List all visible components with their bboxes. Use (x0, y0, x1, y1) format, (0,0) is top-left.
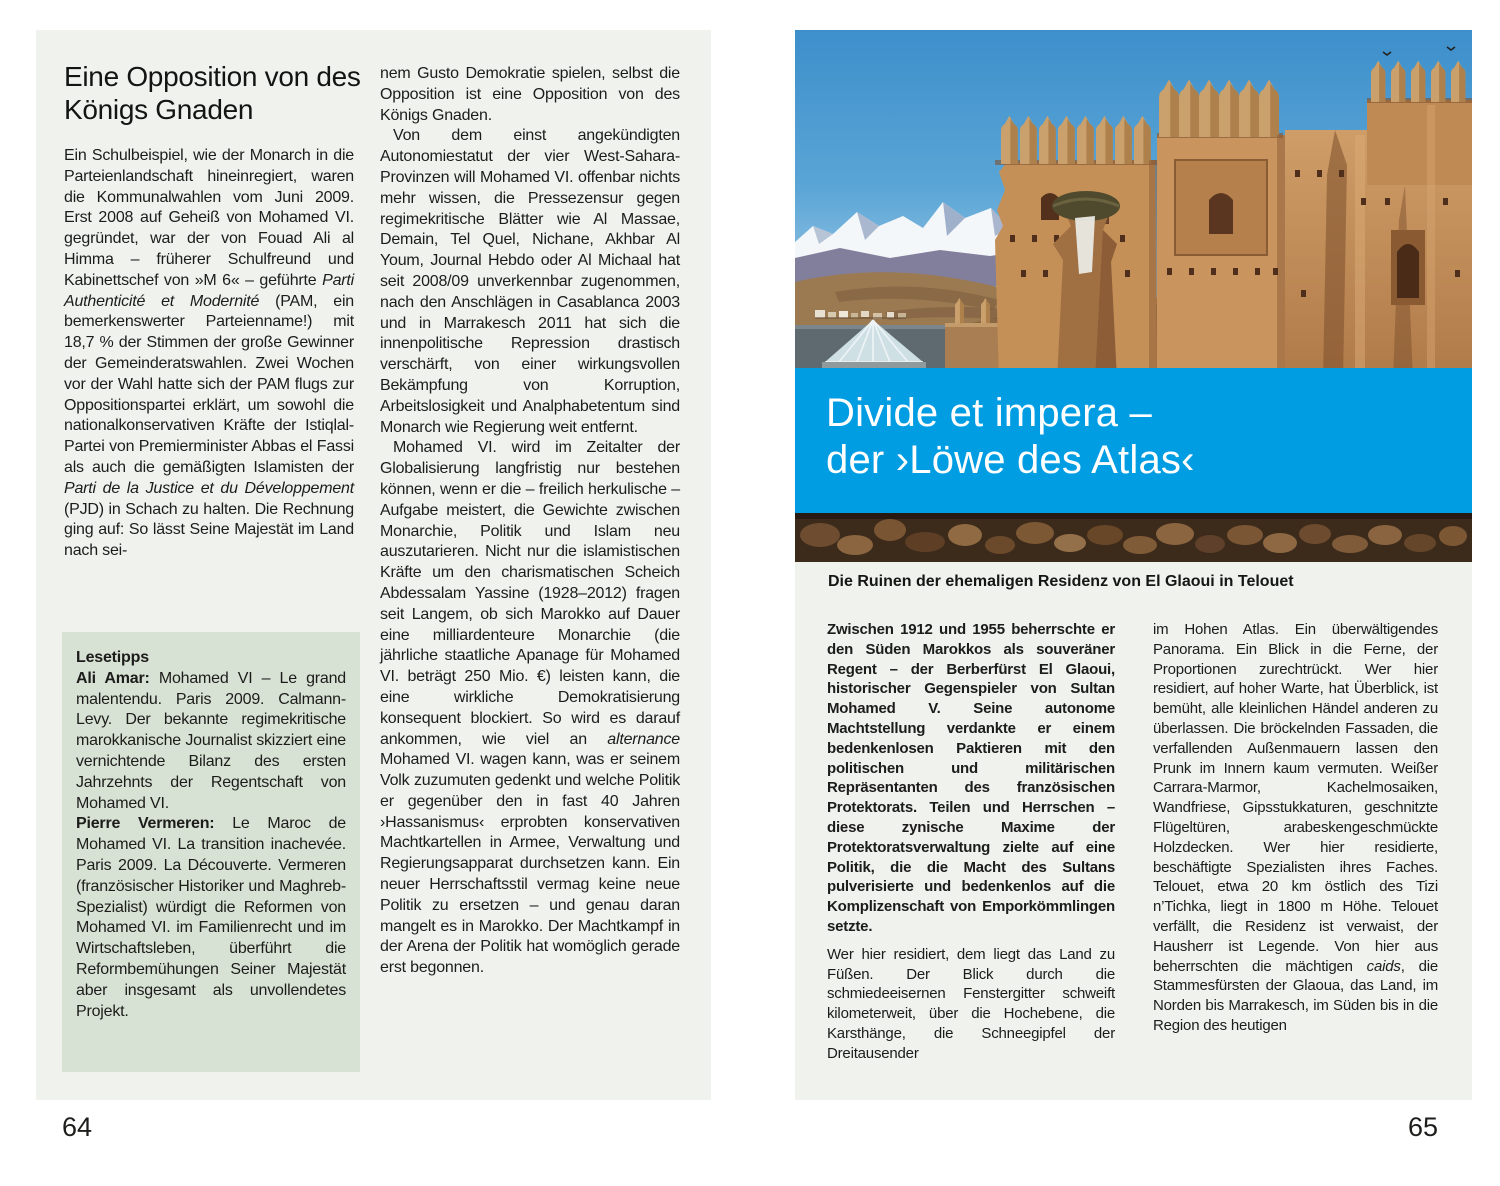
body-paragraph: Ein Schulbeispiel, wie der Monarch in die Parteienlandschaft hineinregiert, waren die Kommunalwahlen vom Juni 2009. Erst 2008 auf Geheiß von Mohamed VI. gegründet, war der von Fouad Ali al Himma – früherer Schulfreund und Kabinettschef von »M 6« – geführte Parti Authenticité et Modernité (PAM, ein bemerkenswerter Parteienname!) mit 18,7 % der Stimmen der große Gewinner der Gemeinderatswahlen. Zwei Wochen vor der Wahl hatte sich der PAM flugs zur Oppositionspartei erklärt, um sowohl die nationalkonservativen Kräfte der Istiqlal-Partei von Premierminister Abbas el Fassi als auch die gemäßigten Islamisten der Parti de la Justice et du Développement (PJD) in Schach zu halten. Die Rechnung ging auf: So lässt Seine Majestät im Land nach sei- (64, 147, 354, 560)
lead-paragraph: Zwischen 1912 und 1955 beherrschte er den Süden Marokkos als souveräner Regent – der Berberfürst El Glaoui, historischer Gegenspieler von Sultan Mohamed V. Seine autonome Machtstellung verdankte er einem bedenkenlosen Paktieren mit den politischen und militärischen Repräsentanten des französischen Protektorats. Teilen und Herrschen – diese zynische Maxime der Protektoratsverwaltung zielte auf eine Politik, die die Macht des Sultans pulverisierte und bedenkenlos auf die Komplizenschaft von Emporkömmlingen setzte. (827, 621, 1115, 935)
chapter-title-line2: der ›Löwe des Atlas‹ (826, 438, 1195, 482)
body-paragraph: im Hohen Atlas. Ein überwältigendes Panorama. Ein Blick in die Ferne, der Proportionen zurechtrückt. Wer hier residiert, auf hoher Warte, hat Überblick, ist bemüht, alle kleinlichen Händel anderen zu überlassen. Die bröckelnden Fassaden, die verfallenden Außenmauern lassen den Prunk im Innern kaum vermuten. Weißer Carrara-Marmor, Kachelmosaiken, Wandfriese, Gipsstukkaturen, geschnitzte Flügeltüren, arabeskengeschmückte Holzdecken. Wer hier residierte, beschäftigte Spezialisten ihres Faches. Telouet, etwa 20 km östlich des Tizi n’Tichka, liegt in 1800 m Höhe. Telouet verfällt, die Residenz ist verwaist, der Hausherr ist Legende. Von hier aus beherrschten die mächtigen caids, die Stammesfürsten der Glaoua, das Land, im Norden bis Marrakesch, im Süden bis in die Region des heutigen (1153, 621, 1438, 1034)
lesetipps-entry: Pierre Vermeren: Le Maroc de Mohamed VI. La transition inachevée. Paris 2009. La Découverte. Vermeren (französischer Historiker und Maghreb-Spezialist) würdigt die Reformen von Mohamed VI. im Familienrecht und im Wirtschaftsleben, überführt die Reformbemühungen Seiner Majestät aber insgesamt als unvollendetes Projekt. (76, 815, 346, 1020)
body-paragraph: Mohamed VI. wird im Zeitalter der Globalisierung langfristig nur bestehen können, wenn er die – freilich herkulische – Aufgabe meistert, die Gewichte zwischen Monarchie, Politik und Islam neu auszutarieren. Nicht nur die islamistischen Kräfte um den charismatischen Scheich Abdessalam Yassine (1928–2012) fragen seit Langem, ob sich Marokko auf Dauer eine milliardenteure Monarchie (die jährliche staatliche Apanage für Mohamed VI. beträgt 250 Mio. €) leisten kann, die eine wirkliche Demokratisierung konsequent blockiert. So wird es darauf ankommen, wie viel an alternance Mohamed VI. wagen kann, was er seinem Volk zuzumuten gedenkt und welche Politik er gegenüber den in fast 40 Jahren ›Hassanismus‹ erprobten konservativen Machtkartellen in Armee, Verwaltung und Regierungsapparat durchsetzen kann. Ein neuer Herrschaftsstil vermag keine neue Politik zu ersetzen – und genau daran mangelt es in Marokko. Der Machtkampf in der Arena der Politik hat womöglich gerade erst begonnen. (380, 439, 680, 977)
lesetipps-entry: Ali Amar: Mohamed VI – Le grand malentendu. Paris 2009. Calmann-Levy. Der bekannte regimekritische marokkanische Journalist skizziert eine vernichtende Bilanz des ersten Jahrzehnts der Regentschaft von Mohamed VI. (76, 669, 346, 812)
chapter-title-line1: Divide et impera – (826, 391, 1152, 435)
body-paragraph: Von dem einst angekündigten Autonomiestatut der vier West-Sahara-Provinzen will Mohamed VI. offenbar nichts mehr wissen, die Pressezensur gegen regimekritische Blätter wie Al Massae, Demain, Tel Quel, Nichane, Akhbar Al Youm, Journal Hebdo oder Al Michaal hat seit 2008/09 unverkennbar zugenommen, nach den Anschlägen in Casablanca 2003 und in Marrakesch 2011 hat sich die innenpolitische Repression drastisch verschärft, von einer wirkungsvollen Bekämpfung von Korruption, Arbeitslosigkeit und Analphabetentum sind Monarch wie Regierung weit entfernt. (380, 127, 680, 436)
right-column-2 (1153, 620, 1438, 1036)
chapter-banner (795, 368, 1472, 513)
lesetipps-box (62, 632, 360, 1072)
page-number-left: 64 (62, 1112, 93, 1142)
photo-caption: Die Ruinen der ehemaligen Residenz von El Glaoui in Telouet (828, 573, 1294, 590)
body-paragraph: Wer hier residiert, dem liegt das Land zu Füßen. Der Blick durch die schmiedeeisernen Fenstergitter schweift kilometerweit, über die Hochebene, die Karsthänge, die Schneegipfel der Dreitausender (827, 945, 1115, 1062)
left-page (36, 30, 711, 1100)
chapter-title (795, 368, 1472, 484)
kasbah-ruins-photo (795, 30, 1472, 562)
right-page (795, 30, 1472, 1100)
left-column-1 (64, 146, 354, 562)
page-number-right: 65 (1407, 1112, 1438, 1142)
section-heading: Eine Opposition von des Königs Gnaden (64, 61, 361, 125)
lesetipps-title: Lesetipps (76, 649, 149, 666)
right-column-1 (827, 620, 1115, 1064)
left-column-2 (380, 64, 680, 979)
body-paragraph: nem Gusto Demokratie spielen, selbst die Opposition ist eine Opposition von des Königs Gnaden. (380, 65, 680, 124)
